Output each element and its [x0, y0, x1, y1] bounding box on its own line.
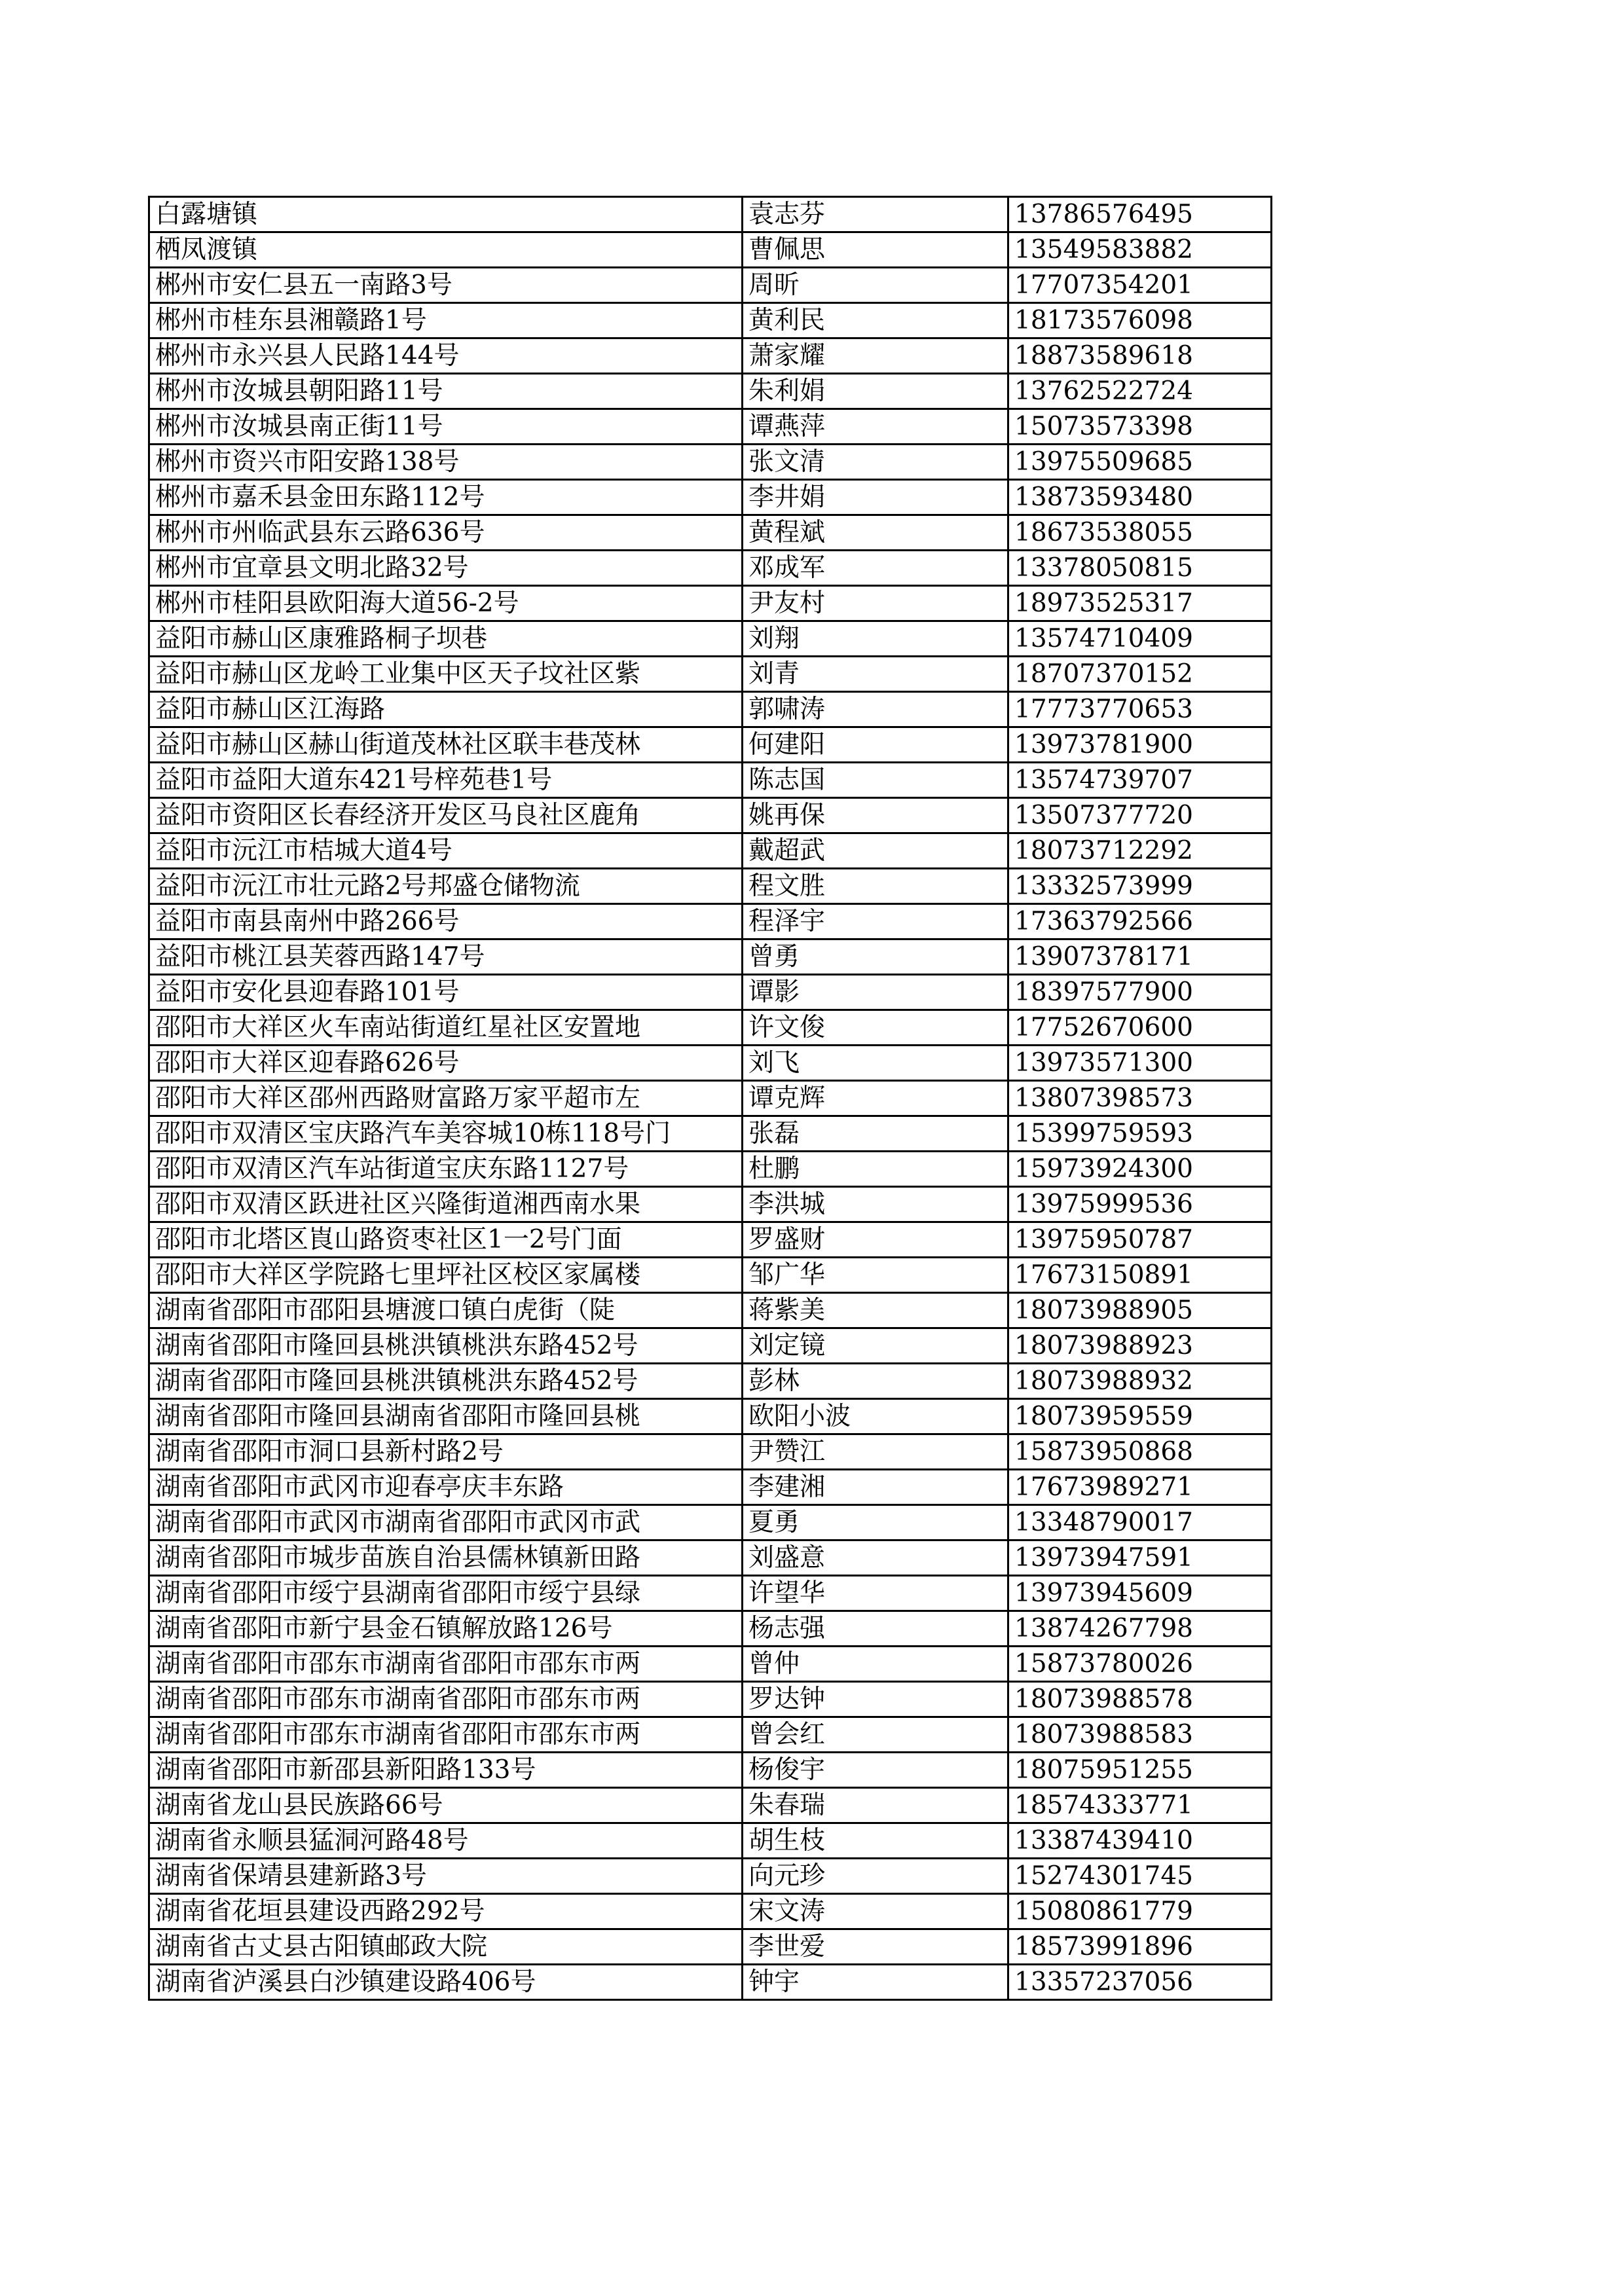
table-row	[149, 1152, 1272, 1187]
name-cell: 尹友村	[743, 586, 1008, 621]
phone-cell: 18574333771	[1008, 1788, 1272, 1823]
address-cell: 郴州市州临武县东云路636号	[149, 515, 743, 551]
table-row	[149, 480, 1272, 515]
address-cell: 湖南省邵阳市新宁县金石镇解放路126号	[149, 1611, 743, 1647]
table-row	[149, 1929, 1272, 1965]
name-cell: 邓成军	[743, 551, 1008, 586]
name-cell: 谭燕萍	[743, 409, 1008, 445]
phone-cell: 13874267798	[1008, 1611, 1272, 1647]
address-cell: 郴州市资兴市阳安路138号	[149, 445, 743, 480]
phone-cell: 13387439410	[1008, 1823, 1272, 1859]
address-cell: 郴州市安仁县五一南路3号	[149, 268, 743, 303]
name-cell: 胡生枝	[743, 1823, 1008, 1859]
name-cell: 戴超武	[743, 833, 1008, 869]
table-row	[149, 1894, 1272, 1929]
phone-cell: 18073712292	[1008, 833, 1272, 869]
address-cell: 湖南省邵阳市隆回县桃洪镇桃洪东路452号	[149, 1328, 743, 1364]
name-cell: 曾勇	[743, 939, 1008, 975]
phone-cell: 18073988905	[1008, 1293, 1272, 1328]
address-cell: 湖南省永顺县猛洞河路48号	[149, 1823, 743, 1859]
address-cell: 白露塘镇	[149, 197, 743, 232]
phone-cell: 13762522724	[1008, 374, 1272, 409]
name-cell: 周昕	[743, 268, 1008, 303]
phone-cell: 18873589618	[1008, 338, 1272, 374]
phone-cell: 13873593480	[1008, 480, 1272, 515]
address-cell: 湖南省邵阳市新邵县新阳路133号	[149, 1753, 743, 1788]
table-row	[149, 586, 1272, 621]
phone-cell: 13975509685	[1008, 445, 1272, 480]
name-cell: 袁志芬	[743, 197, 1008, 232]
table-row	[149, 1116, 1272, 1152]
phone-cell: 15873780026	[1008, 1647, 1272, 1682]
address-cell: 邵阳市双清区跃进社区兴隆街道湘西南水果	[149, 1187, 743, 1222]
table-row	[149, 833, 1272, 869]
name-cell: 张文清	[743, 445, 1008, 480]
address-cell: 湖南省邵阳市隆回县桃洪镇桃洪东路452号	[149, 1364, 743, 1399]
address-cell: 郴州市永兴县人民路144号	[149, 338, 743, 374]
phone-cell: 17673150891	[1008, 1258, 1272, 1293]
address-cell: 湖南省泸溪县白沙镇建设路406号	[149, 1965, 743, 2000]
name-cell: 何建阳	[743, 727, 1008, 763]
table-row	[149, 268, 1272, 303]
address-cell: 益阳市赫山区江海路	[149, 692, 743, 727]
address-cell: 湖南省花垣县建设西路292号	[149, 1894, 743, 1929]
name-cell: 李建湘	[743, 1470, 1008, 1505]
contact-table	[148, 196, 1272, 2001]
phone-cell: 18073959559	[1008, 1399, 1272, 1434]
phone-cell: 13574739707	[1008, 763, 1272, 798]
address-cell: 栖凤渡镇	[149, 232, 743, 268]
address-cell: 郴州市汝城县朝阳路11号	[149, 374, 743, 409]
table-row	[149, 1046, 1272, 1081]
name-cell: 邹广华	[743, 1258, 1008, 1293]
address-cell: 湖南省邵阳市绥宁县湖南省邵阳市绥宁县绿	[149, 1576, 743, 1611]
name-cell: 尹赞江	[743, 1434, 1008, 1470]
table-row	[149, 232, 1272, 268]
name-cell: 李洪城	[743, 1187, 1008, 1222]
phone-cell: 13973781900	[1008, 727, 1272, 763]
address-cell: 益阳市益阳大道东421号梓苑巷1号	[149, 763, 743, 798]
phone-cell: 13807398573	[1008, 1081, 1272, 1116]
name-cell: 谭影	[743, 975, 1008, 1010]
table-row	[149, 1293, 1272, 1328]
name-cell: 张磊	[743, 1116, 1008, 1152]
name-cell: 姚再保	[743, 798, 1008, 833]
table-row	[149, 1434, 1272, 1470]
name-cell: 曹佩思	[743, 232, 1008, 268]
address-cell: 郴州市嘉禾县金田东路112号	[149, 480, 743, 515]
name-cell: 杜鹏	[743, 1152, 1008, 1187]
phone-cell: 13357237056	[1008, 1965, 1272, 2000]
name-cell: 曾仲	[743, 1647, 1008, 1682]
phone-cell: 17707354201	[1008, 268, 1272, 303]
name-cell: 罗盛财	[743, 1222, 1008, 1258]
address-cell: 湖南省邵阳市邵阳县塘渡口镇白虎街（陡	[149, 1293, 743, 1328]
name-cell: 朱春瑞	[743, 1788, 1008, 1823]
name-cell: 彭林	[743, 1364, 1008, 1399]
table-row	[149, 1965, 1272, 2000]
table-row	[149, 303, 1272, 338]
address-cell: 郴州市桂阳县欧阳海大道56-2号	[149, 586, 743, 621]
phone-cell: 18973525317	[1008, 586, 1272, 621]
name-cell: 刘定镜	[743, 1328, 1008, 1364]
name-cell: 程文胜	[743, 869, 1008, 904]
table-row	[149, 445, 1272, 480]
address-cell: 益阳市赫山区赫山街道茂林社区联丰巷茂林	[149, 727, 743, 763]
name-cell: 郭啸涛	[743, 692, 1008, 727]
table-row	[149, 1611, 1272, 1647]
table-row	[149, 1859, 1272, 1894]
name-cell: 向元珍	[743, 1859, 1008, 1894]
table-row	[149, 1222, 1272, 1258]
name-cell: 钟宇	[743, 1965, 1008, 2000]
table-row	[149, 727, 1272, 763]
table-row	[149, 869, 1272, 904]
table-row	[149, 798, 1272, 833]
name-cell: 萧家耀	[743, 338, 1008, 374]
address-cell: 邵阳市双清区宝庆路汽车美容城10栋118号门	[149, 1116, 743, 1152]
address-cell: 湖南省邵阳市邵东市湖南省邵阳市邵东市两	[149, 1682, 743, 1717]
address-cell: 益阳市桃江县芙蓉西路147号	[149, 939, 743, 975]
table-row	[149, 975, 1272, 1010]
name-cell: 李世爱	[743, 1929, 1008, 1965]
table-row	[149, 197, 1272, 232]
address-cell: 湖南省邵阳市邵东市湖南省邵阳市邵东市两	[149, 1647, 743, 1682]
table-row	[149, 1505, 1272, 1540]
phone-cell: 13907378171	[1008, 939, 1272, 975]
phone-cell: 15399759593	[1008, 1116, 1272, 1152]
name-cell: 黄程斌	[743, 515, 1008, 551]
address-cell: 湖南省邵阳市隆回县湖南省邵阳市隆回县桃	[149, 1399, 743, 1434]
phone-cell: 13786576495	[1008, 197, 1272, 232]
table-row	[149, 692, 1272, 727]
name-cell: 黄利民	[743, 303, 1008, 338]
table-row	[149, 763, 1272, 798]
address-cell: 湖南省邵阳市武冈市迎春亭庆丰东路	[149, 1470, 743, 1505]
phone-cell: 18573991896	[1008, 1929, 1272, 1965]
address-cell: 湖南省邵阳市邵东市湖南省邵阳市邵东市两	[149, 1717, 743, 1753]
name-cell: 夏勇	[743, 1505, 1008, 1540]
phone-cell: 13574710409	[1008, 621, 1272, 657]
phone-cell: 18673538055	[1008, 515, 1272, 551]
address-cell: 湖南省保靖县建新路3号	[149, 1859, 743, 1894]
name-cell: 陈志国	[743, 763, 1008, 798]
table-row	[149, 1717, 1272, 1753]
table-row	[149, 409, 1272, 445]
phone-cell: 18073988932	[1008, 1364, 1272, 1399]
phone-cell: 13348790017	[1008, 1505, 1272, 1540]
table-row	[149, 1470, 1272, 1505]
address-cell: 邵阳市大祥区邵州西路财富路万家平超市左	[149, 1081, 743, 1116]
name-cell: 朱利娟	[743, 374, 1008, 409]
phone-cell: 17773770653	[1008, 692, 1272, 727]
address-cell: 益阳市赫山区康雅路桐子坝巷	[149, 621, 743, 657]
phone-cell: 13973947591	[1008, 1540, 1272, 1576]
name-cell: 刘青	[743, 657, 1008, 692]
table-row	[149, 1540, 1272, 1576]
address-cell: 邵阳市大祥区火车南站街道红星社区安置地	[149, 1010, 743, 1046]
name-cell: 刘翔	[743, 621, 1008, 657]
table-row	[149, 621, 1272, 657]
address-cell: 益阳市沅江市桔城大道4号	[149, 833, 743, 869]
name-cell: 宋文涛	[743, 1894, 1008, 1929]
phone-cell: 17752670600	[1008, 1010, 1272, 1046]
phone-cell: 17673989271	[1008, 1470, 1272, 1505]
phone-cell: 18173576098	[1008, 303, 1272, 338]
name-cell: 杨志强	[743, 1611, 1008, 1647]
address-cell: 湖南省邵阳市洞口县新村路2号	[149, 1434, 743, 1470]
address-cell: 邵阳市北塔区崀山路资枣社区1一2号门面	[149, 1222, 743, 1258]
address-cell: 湖南省邵阳市武冈市湖南省邵阳市武冈市武	[149, 1505, 743, 1540]
contact-table-body	[149, 197, 1272, 2000]
table-row	[149, 1576, 1272, 1611]
phone-cell: 13378050815	[1008, 551, 1272, 586]
name-cell: 刘盛意	[743, 1540, 1008, 1576]
phone-cell: 15274301745	[1008, 1859, 1272, 1894]
table-row	[149, 1823, 1272, 1859]
address-cell: 郴州市桂东县湘赣路1号	[149, 303, 743, 338]
address-cell: 湖南省邵阳市城步苗族自治县儒林镇新田路	[149, 1540, 743, 1576]
phone-cell: 15080861779	[1008, 1894, 1272, 1929]
phone-cell: 18075951255	[1008, 1753, 1272, 1788]
table-row	[149, 1753, 1272, 1788]
address-cell: 邵阳市大祥区迎春路626号	[149, 1046, 743, 1081]
phone-cell: 18397577900	[1008, 975, 1272, 1010]
phone-cell: 13973945609	[1008, 1576, 1272, 1611]
table-row	[149, 1399, 1272, 1434]
table-row	[149, 1010, 1272, 1046]
address-cell: 郴州市汝城县南正街11号	[149, 409, 743, 445]
name-cell: 程泽宇	[743, 904, 1008, 939]
table-row	[149, 551, 1272, 586]
address-cell: 湖南省古丈县古阳镇邮政大院	[149, 1929, 743, 1965]
table-row	[149, 374, 1272, 409]
table-row	[149, 1258, 1272, 1293]
phone-cell: 15973924300	[1008, 1152, 1272, 1187]
table-row	[149, 1081, 1272, 1116]
name-cell: 蒋紫美	[743, 1293, 1008, 1328]
address-cell: 邵阳市大祥区学院路七里坪社区校区家属楼	[149, 1258, 743, 1293]
address-cell: 益阳市南县南州中路266号	[149, 904, 743, 939]
phone-cell: 13549583882	[1008, 232, 1272, 268]
phone-cell: 13975999536	[1008, 1187, 1272, 1222]
table-row	[149, 939, 1272, 975]
address-cell: 益阳市资阳区长春经济开发区马良社区鹿角	[149, 798, 743, 833]
phone-cell: 13975950787	[1008, 1222, 1272, 1258]
table-row	[149, 1364, 1272, 1399]
name-cell: 罗达钟	[743, 1682, 1008, 1717]
table-row	[149, 515, 1272, 551]
phone-cell: 17363792566	[1008, 904, 1272, 939]
phone-cell: 13973571300	[1008, 1046, 1272, 1081]
table-row	[149, 657, 1272, 692]
address-cell: 湖南省龙山县民族路66号	[149, 1788, 743, 1823]
table-row	[149, 1647, 1272, 1682]
address-cell: 邵阳市双清区汽车站街道宝庆东路1127号	[149, 1152, 743, 1187]
phone-cell: 15073573398	[1008, 409, 1272, 445]
phone-cell: 18073988923	[1008, 1328, 1272, 1364]
phone-cell: 18707370152	[1008, 657, 1272, 692]
address-cell: 益阳市赫山区龙岭工业集中区天子坟社区紫	[149, 657, 743, 692]
table-row	[149, 1788, 1272, 1823]
phone-cell: 18073988583	[1008, 1717, 1272, 1753]
name-cell: 李井娟	[743, 480, 1008, 515]
table-row	[149, 338, 1272, 374]
name-cell: 欧阳小波	[743, 1399, 1008, 1434]
table-row	[149, 1328, 1272, 1364]
phone-cell: 18073988578	[1008, 1682, 1272, 1717]
name-cell: 许文俊	[743, 1010, 1008, 1046]
table-row	[149, 904, 1272, 939]
address-cell: 益阳市沅江市壮元路2号邦盛仓储物流	[149, 869, 743, 904]
name-cell: 曾会红	[743, 1717, 1008, 1753]
name-cell: 杨俊宇	[743, 1753, 1008, 1788]
table-row	[149, 1187, 1272, 1222]
phone-cell: 15873950868	[1008, 1434, 1272, 1470]
name-cell: 谭克辉	[743, 1081, 1008, 1116]
address-cell: 郴州市宜章县文明北路32号	[149, 551, 743, 586]
address-cell: 益阳市安化县迎春路101号	[149, 975, 743, 1010]
table-row	[149, 1682, 1272, 1717]
phone-cell: 13332573999	[1008, 869, 1272, 904]
name-cell: 许望华	[743, 1576, 1008, 1611]
phone-cell: 13507377720	[1008, 798, 1272, 833]
name-cell: 刘飞	[743, 1046, 1008, 1081]
